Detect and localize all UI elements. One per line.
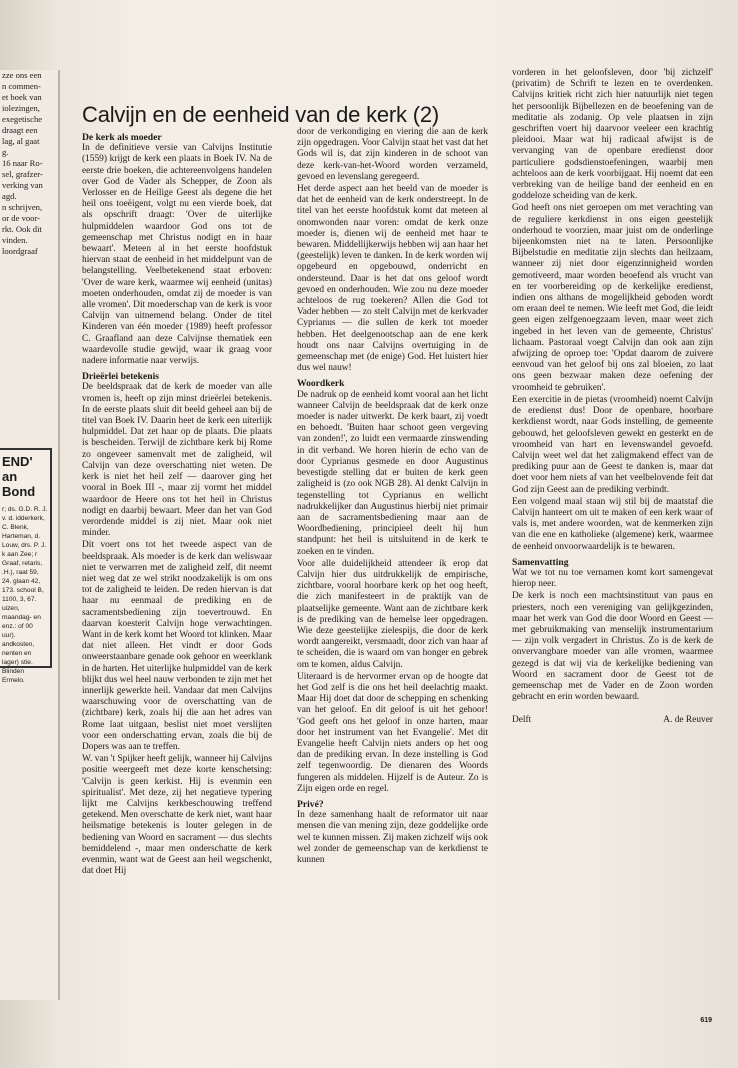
colofon-title: END' an Bond	[2, 454, 36, 499]
paragraph: W. van 't Spijker heeft gelijk, wanneer hij Calvijns positie weergeeft met deze korte kenschetsing: 'Calvijn is geen kerkist. Hij is evenmin een spiritualist'. Met deze, zij het negatieve typering lijkt me Calvijns kerkbeschouwing treffend getekend. Men overschatte de kerk niet, want haar heilsmatige betekenis is louter gelegen in de bediening van Woord en sacrament — dus slechts bemiddelend -, maar men onderschatte de kerk evenmin, want wat de Geest aan heil wegschenkt, dat doet Hij	[82, 754, 272, 877]
paragraph: Wat we tot nu toe vernamen komt kort samengevat hierop neer.	[512, 567, 713, 590]
place: Delft	[512, 715, 532, 726]
paragraph: God heeft ons niet geroepen om met verachting van de reguliere kerkdienst in ons eigen geestelijk onderhoud te voorzien, maar juist om de onderlinge bijeenkomsten niet na te laten. Persoonlijke Bijbelstudie en meditatie zijn slechts dan heilzaam, wanneer zij niet door eigenzinnigheid worden gemotiveerd, maar worden beoefend als vrucht van en ter voorbereiding op de kerkelijke eredienst, indien ons althans de mogelijkheid geboden wordt om eraan deel te nemen. Wie leeft met God, die leidt geen eigen zelfgenoegzaam leven, maar weet zich ingebed in het leven van de gemeente, Christus' lichaam. Pastoraal voegt Calvijn dan ook aan zijn afwijzing de oproep toe: 'Opdat daarom de zuivere eenvoud van het geloof bij ons zal bloeien, zo laat ons geen bezwaar maken deze oefening der vroomheid te gebruiken'.	[512, 203, 713, 393]
paragraph: Voor alle duidelijkheid attendeer ik erop dat Calvijn hier dus uitdrukkelijk de empirische, zichtbare, vooral hoorbare kerk op het oog heeft, die zich manifesteert in de praktijk van de plaatselijke gemeente. Want aan de zichtbare kerk is de prediking van de hemelse leer opgedragen. Wie deze geestelijke zielespijs, die door de kerk wordt aangereikt, versmaadt, door zich van haar af te scheiden, die is waard om van honger en gebrek om te komen, aldus Calvijn.	[297, 558, 488, 670]
paragraph: De kerk is noch een machtsinstituut van paus en priesters, noch een vereniging van gelijkgezinden, maar het werk van God die door Woord en Geest — met gebruikmaking van menselijk instrumentarium — zijn volk vergadert in Christus. Zo is de kerk de onvervangbare moeder van alle vromen, waarmee gezegd is dat wij via de kerkelijke bediening van Woord en sacrament door de Geest tot de gemeenschap met de Vader en de Zoon worden gebracht en erin worden bewaard.	[512, 591, 713, 703]
paragraph: Een volgend maal staan wij stil bij de maatstaf die Calvijn hanteert om uit te maken of een kerk waar of vals is, met andere woorden, wat de kenmerken zijn van die ene en katholieke (algemene) kerk, waarmee de eenheid onvoorwaardelijk is te bewaren.	[512, 496, 713, 552]
column-2	[297, 127, 488, 867]
signature	[512, 715, 713, 726]
paragraph: Het derde aspect aan het beeld van de moeder is dat het de eenheid van de kerk onderstreept. In de titel van het eerste hoofdstuk komt dat meteen al onomwonden naar voren: omdat de kerk onze moeder is, dienen wij de eenheid met haar te bewaren. Middellijkerwijs hebben wij aan haar het (geestelijk) leven te danken. In de kerk worden wij opgebeurd en opgebouwd, onderricht en ondersteund. Daar is het dat ons geloof wordt gevoed en onderhouden. Wie zou nu deze moeder achteloos de rug toekeren? Allen die God tot Vader hebben — zo stelt Calvijn met de kerkvader Cyprianus — die sullen de kerk tot moeder hebben. Het deelgenootschap aan de ene kerk houdt ons naar Calvijns overtuiging in de gemeenschap met (de enige) God. Het luistert hier dus wel nauw!	[297, 184, 488, 374]
section-heading: Privé?	[297, 798, 324, 810]
paragraph: Een exercitie in de pietas (vroomheid) noemt Calvijn de eredienst dus! Door de openbare, hoorbare kerkdienst wordt, naar Gods instelling, de gemeente gebouwd, het geloofsleven gewekt en gesterkt en de vroomheid van hart en levenswandel gevoefd. Calvijn weet wel dat het zaligmakend effect van de prediking puur aan de Geest te danken is, maar dat doet voor hem niets af van het veelbelovende feit dat God zijn Geest aan de prediking verbindt.	[512, 394, 713, 495]
previous-page-line: iolezingen,	[2, 103, 40, 113]
previous-page-line: sel, grafzer-	[2, 169, 43, 179]
section-heading: De kerk als moeder	[82, 132, 162, 143]
previous-page-line: vinden.	[2, 235, 28, 245]
paragraph: In deze samenhang haalt de reformator uit naar mensen die van mening zijn, deze goddelijke orde wel te kunnen missen. Zij maken zichzelf wijs ook wel zonder de gemeenschap van de kerkdienst te kunnen	[297, 810, 488, 865]
paragraph: De nadruk op de eenheid komt vooral aan het licht wanneer Calvijn de beeldspraak dat de kerk onze moeder is nader uitwerkt. De kerk baart, zij voedt en behoedt. 'Buiten haar schoot geen vergeving van zonden!', zo luidt een vermaarde zinswending in dit verband. We horen hierin de echo van de door Cyprianus gesmede en door Augustinus bevestigde stelling dat er buiten de kerk geen zaligheid is (zo ook NGB 28). Al denkt Calvijn in tegenstelling tot Cyprianus en wellicht nadrukkelijker dan Augustinus hierbij niet primair aan de sacramentsbediening maar aan de Woordbediening, principieel deelt hij hun standpunt: het heil is uitsluitend in de kerk te zoeken en te vinden.	[297, 389, 488, 557]
column-3	[512, 68, 713, 727]
section-heading: Woordkerk	[297, 378, 345, 390]
previous-page-colofon-box	[0, 448, 52, 684]
previous-page-line: lag, al gaat	[2, 136, 40, 146]
colofon-text: r; ds. G.D. R. J. v. d. idderkerk, C. Blenk, Harteman, d. Louw, drs. P. J. k aan Zee; r Graaf, retaris, .H.), raat 59, 24. glaan 42, 173. school B, 1100, 3, 67. uizen, maandag- en enz.: of 00 uur). andkosten, nenten en lager) stie. Blinden Ermelo.	[2, 506, 48, 684]
previous-page-line: 16 naar Ro-	[2, 158, 43, 168]
paragraph: Dit voert ons tot het tweede aspect van de beeldspraak. Als moeder is de kerk dan weliswaar niet te verwarren met de zaligheid zelf, dit neemt niet weg dat ze wel strikt noodzakelijk is om ons tot de zaligheid te leiden. De reden hiervan is dat haar nu eenmaal de prediking en de sacramentsbediening zijn toevertrouwd. En daarvan koesterit Calvijn hoge verwachtingen. Want in de kerk komt het Woord tot klinken. Maar dat niet alleen. Het vindt er door Gods onweerstaanbare genade ook gehoor en weerklank in de harten. Het uiterlijke hulpmiddel van de kerk blijkt dus wel heel nauw verbonden te zijn met het innerlijk gewerkte heil. Vandaar dat men Calvijns waarschuwing voor de overschatting van de (zichtbare) kerk, zoals hij die aan het adres van Rome laat uitgaan, beslist niet moet verslijten voor een onderschatting ervan, zoals die bij de Dopers was aan te treffen.	[82, 540, 272, 752]
previous-page-line: verking van	[2, 180, 43, 190]
previous-page-line: exegetische	[2, 114, 43, 124]
author: A. de Reuver	[663, 715, 713, 726]
previous-page-line: zze ons een	[2, 70, 42, 80]
previous-page-line: or de voor-	[2, 213, 41, 223]
paragraph: vorderen in het geloofsleven, door 'bij zichzelf' (privatim) de Schrift te lezen en te overdenken. Calvijns kritiek richt zich hier natuurlijk niet tegen het persoonlijk Bijbellezen en de beoefening van de meditatie als zodanig. Op vele plaatsen in zijn geschriften voert hij daarvoor veeleer een krachtig pleidooi. Maar wat hij radicaal afwijst is de vervanging van de openbare eredienst door particuliere godsdienstoefeningen, waarbij men achteloos aan de kerk voorbijgaat. Hij noemt dat een verbreking van de heilige band der eenheid en en goddeloze scheiding van de kerk.	[512, 68, 713, 202]
column-1	[82, 128, 272, 878]
article-title: Calvijn en de eenheid van de kerk (2)	[82, 102, 440, 127]
page-number: 619	[700, 1017, 712, 1024]
paragraph: In de definitieve versie van Calvijns Institutie (1559) krijgt de kerk een plaats in Boek IV. Na de eerste drie boeken, die achtereenvolgens handelen over God de Vader als Schepper, de Zoon als Verlosser en de Heilige Geest als degene die het heil ons toeëigent, volgt nu een vierde boek, dat als opschrift draagt: 'Over de uiterlijke hulpmiddelen waardoor God ons tot de gemeenschap met Christus nodigt en in haar bewaart'. Meteen al in het eerste hoofdstuk hiervan staat de eenheid in het middelpunt van de belangstelling. Veelbetekenend staat erboven: 'Over de ware kerk, waarmee wij eenheid (unitas) moeten onderhouden, omdat zij de moeder is van alle vromen'. Dit moederschap van de kerk is voor Calvijn van uitnemend belang. Onder de titel Kinderen van één moeder (1989) heeft professor C. Graafland aan deze Calvijnse thematiek een waardevolle studie gewijd, waar ik graag voor nadere informatie naar verwijs.	[82, 143, 272, 367]
previous-page-line: loordgraaf	[2, 246, 38, 256]
section-heading: Samenvatting	[512, 556, 569, 568]
paragraph: De beeldspraak dat de kerk de moeder van alle vromen is, heeft op zijn minst drieërlei betekenis. In de eerste plaats sluit dit beeld geheel aan bij de titel van Boek IV. Daarin heet de kerk een uiterlijk hulpmiddel. Dat zet haar op de plaats. Die plaats is bescheiden. Terwijl de zichtbare kerk bij Rome zo ongeveer samenvalt met de zaligheid, wil Calvijn van deze overschatting niet weten. De kerk is niet het heil zelf — daarover ging het vooral in Boek III -, maar zij vormt het middel waardoor de Heere ons tot het heil in Christus nodigt en daarbij bewaart. Meer dan het van God verordende middel is zij niet. Maar ook niet minder.	[82, 382, 272, 539]
previous-page-line: n schrijven,	[2, 202, 43, 212]
previous-page-line: et boek van	[2, 92, 42, 102]
previous-page-line: g.	[2, 147, 9, 157]
section-heading: Drieërlei betekenis	[82, 371, 159, 383]
article-page	[66, 40, 726, 1050]
paragraph: Uiteraard is de hervormer ervan op de hoogte dat het God zelf is die ons het heil deelachtig maakt. Maar Hij doet dat door de schepping en schenking van het geloof. En dit geloof is uit het gehoor! 'God geeft ons het geloof in onze harten, maar door het instrument van het Evangelie'. Met dit Evangelie heeft Calvijn niets anders op het oog dan de prediking ervan. In deze instelling is God zelf tegenwoordig. De dienaren des Woords fungeren als middelen. Hijzelf is de Auteur. Zo is Zijn eigen orde en regel.	[297, 671, 488, 794]
previous-page-line: n commen-	[2, 81, 41, 91]
column-3-body	[512, 68, 713, 703]
previous-page-strip	[0, 70, 60, 1000]
previous-page-line: draagt een	[2, 125, 38, 135]
previous-page-line: agd.	[2, 191, 17, 201]
paragraph: door de verkondiging en viering die aan de kerk zijn opgedragen. Voor Calvijn staat het vast dat het Gods wil is, dat zijn kinderen in de schoot van deze kerk-van-het-Woord worden verzameld, gevoed en levenslang geregeerd.	[297, 127, 489, 182]
previous-page-line: rkt. Ook dit	[2, 224, 42, 234]
previous-page-text	[2, 70, 43, 257]
